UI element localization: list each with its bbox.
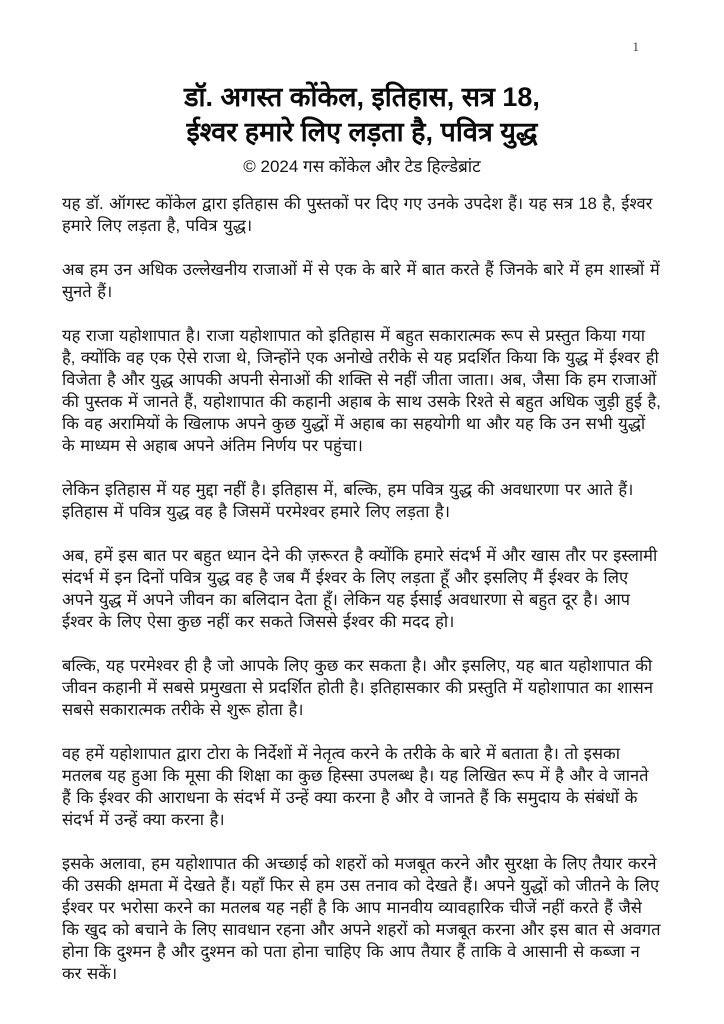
document-title-line-1: डॉ. अगस्त कोंकेल, इतिहास, सत्र 18, [184,82,540,112]
copyright-notice: © 2024 गस कोंकेल और टेड हिल्डेब्रांट [243,157,481,176]
paragraph: लेकिन इतिहास में यह मुद्दा नहीं है। इतिहास में, बल्कि, हम पवित्र युद्ध की अवधारणा पर आते हैं। इतिहास में पवित्र युद्ध वह है जिसमें परमेश्वर हमारे लिए लड़ता है। [62,481,634,521]
paragraph: यह डॉ. ऑगस्ट कोंकेल द्वारा इतिहास की पुस्तकों पर दिए गए उनके उपदेश हैं। यह सत्र 18 है, ईश्वर हमारे लिए लड़ता है, पवित्र युद्ध। [62,195,653,235]
document-title-line-2: ईश्वर हमारे लिए लड़ता है, पवित्र युद्ध [186,117,538,147]
paragraph: इसके अलावा, हम यहोशापात की अच्छाई को शहरों को मजबूत करने और सुरक्षा के लिए तैयार करने की उसकी क्षमता में देखते हैं। यहाँ फिर से हम उस तनाव को देखते हैं। अपने युद्धों को जीतने के लिए ईश्वर पर भरोसा करने का मतलब यह नहीं है कि आप मानवीय व्यावहारिक चीजें नहीं करते हैं जैसे कि खुद को बचाने के लिए सावधान रहना और अपने शहरों को मजबूत करना और इस बात से अवगत होना कि दुश्मन है और दुश्मन को पता होना चाहिए कि आप तैयार हैं ताकि वे आसानी से कब्जा न कर सकें। [62,855,661,983]
title-block [0,0,724,178]
page-number: 1 [632,39,639,54]
paragraph: अब, हमें इस बात पर बहुत ध्यान देने की ज़रूरत है क्योंकि हमारे संदर्भ में और खास तौर पर इस्लामी संदर्भ में इन दिनों पवित्र युद्ध वह है जब मैं ईश्वर के लिए लड़ता हूँ और इसलिए मैं ईश्वर के लिए अपने युद्ध में अपने जीवन का बलिदान देता हूँ। लेकिन यह ईसाई अवधारणा से बहुत दूर है। आप ईश्वर के लिए ऐसा कुछ नहीं कर सकते जिससे ईश्वर की मदद हो। [62,547,658,631]
paragraph: अब हम उन अधिक उल्लेखनीय राजाओं में से एक के बारे में बात करते हैं जिनके बारे में हम शास्त्रों में सुनते हैं। [62,261,660,301]
paragraph: वह हमें यहोशापात द्वारा टोरा के निर्देशों में नेतृत्व करने के तरीके के बारे में बताता है। तो इसका मतलब यह हुआ कि मूसा की शिक्षा का कुछ हिस्सा उपलब्ध है। यह लिखित रूप में है और वे जानते हैं कि ईश्वर की आराधना के संदर्भ में उन्हें क्या करना है और वे जानते हैं कि समुदाय के संबंधों के संदर्भ में उन्हें क्या करना है। [62,745,649,829]
paragraph: यह राजा यहोशापात है। राजा यहोशापात को इतिहास में बहुत सकारात्मक रूप से प्रस्तुत किया गया है, क्योंकि वह एक ऐसे राजा थे, जिन्होंने एक अनोखे तरीके से यह प्रदर्शित किया कि युद्ध में ईश्वर ही विजेता है और युद्ध आपकी अपनी सेनाओं की शक्ति से नहीं जीता जाता। अब, जैसा कि हम राजाओं की पुस्तक में जानते हैं, यहोशापात की कहानी अहाब के साथ उसके रिश्ते से बहुत अधिक जुड़ी हुई है, कि वह अरामियों के खिलाफ अपने कुछ युद्धों में अहाब का सहयोगी था और यह कि उन सभी युद्धों के माध्यम से अहाब अपने अंतिम निर्णय पर पहुंचा। [62,327,661,455]
document-body [0,193,724,985]
paragraph: बल्कि, यह परमेश्वर ही है जो आपके लिए कुछ कर सकता है। और इसलिए, यह बात यहोशापात की जीवन कहानी में सबसे प्रमुखता से प्रदर्शित होती है। इतिहासकार की प्रस्तुति में यहोशापात का शासन सबसे सकारात्मक तरीके से शुरू होता है। [62,657,653,719]
